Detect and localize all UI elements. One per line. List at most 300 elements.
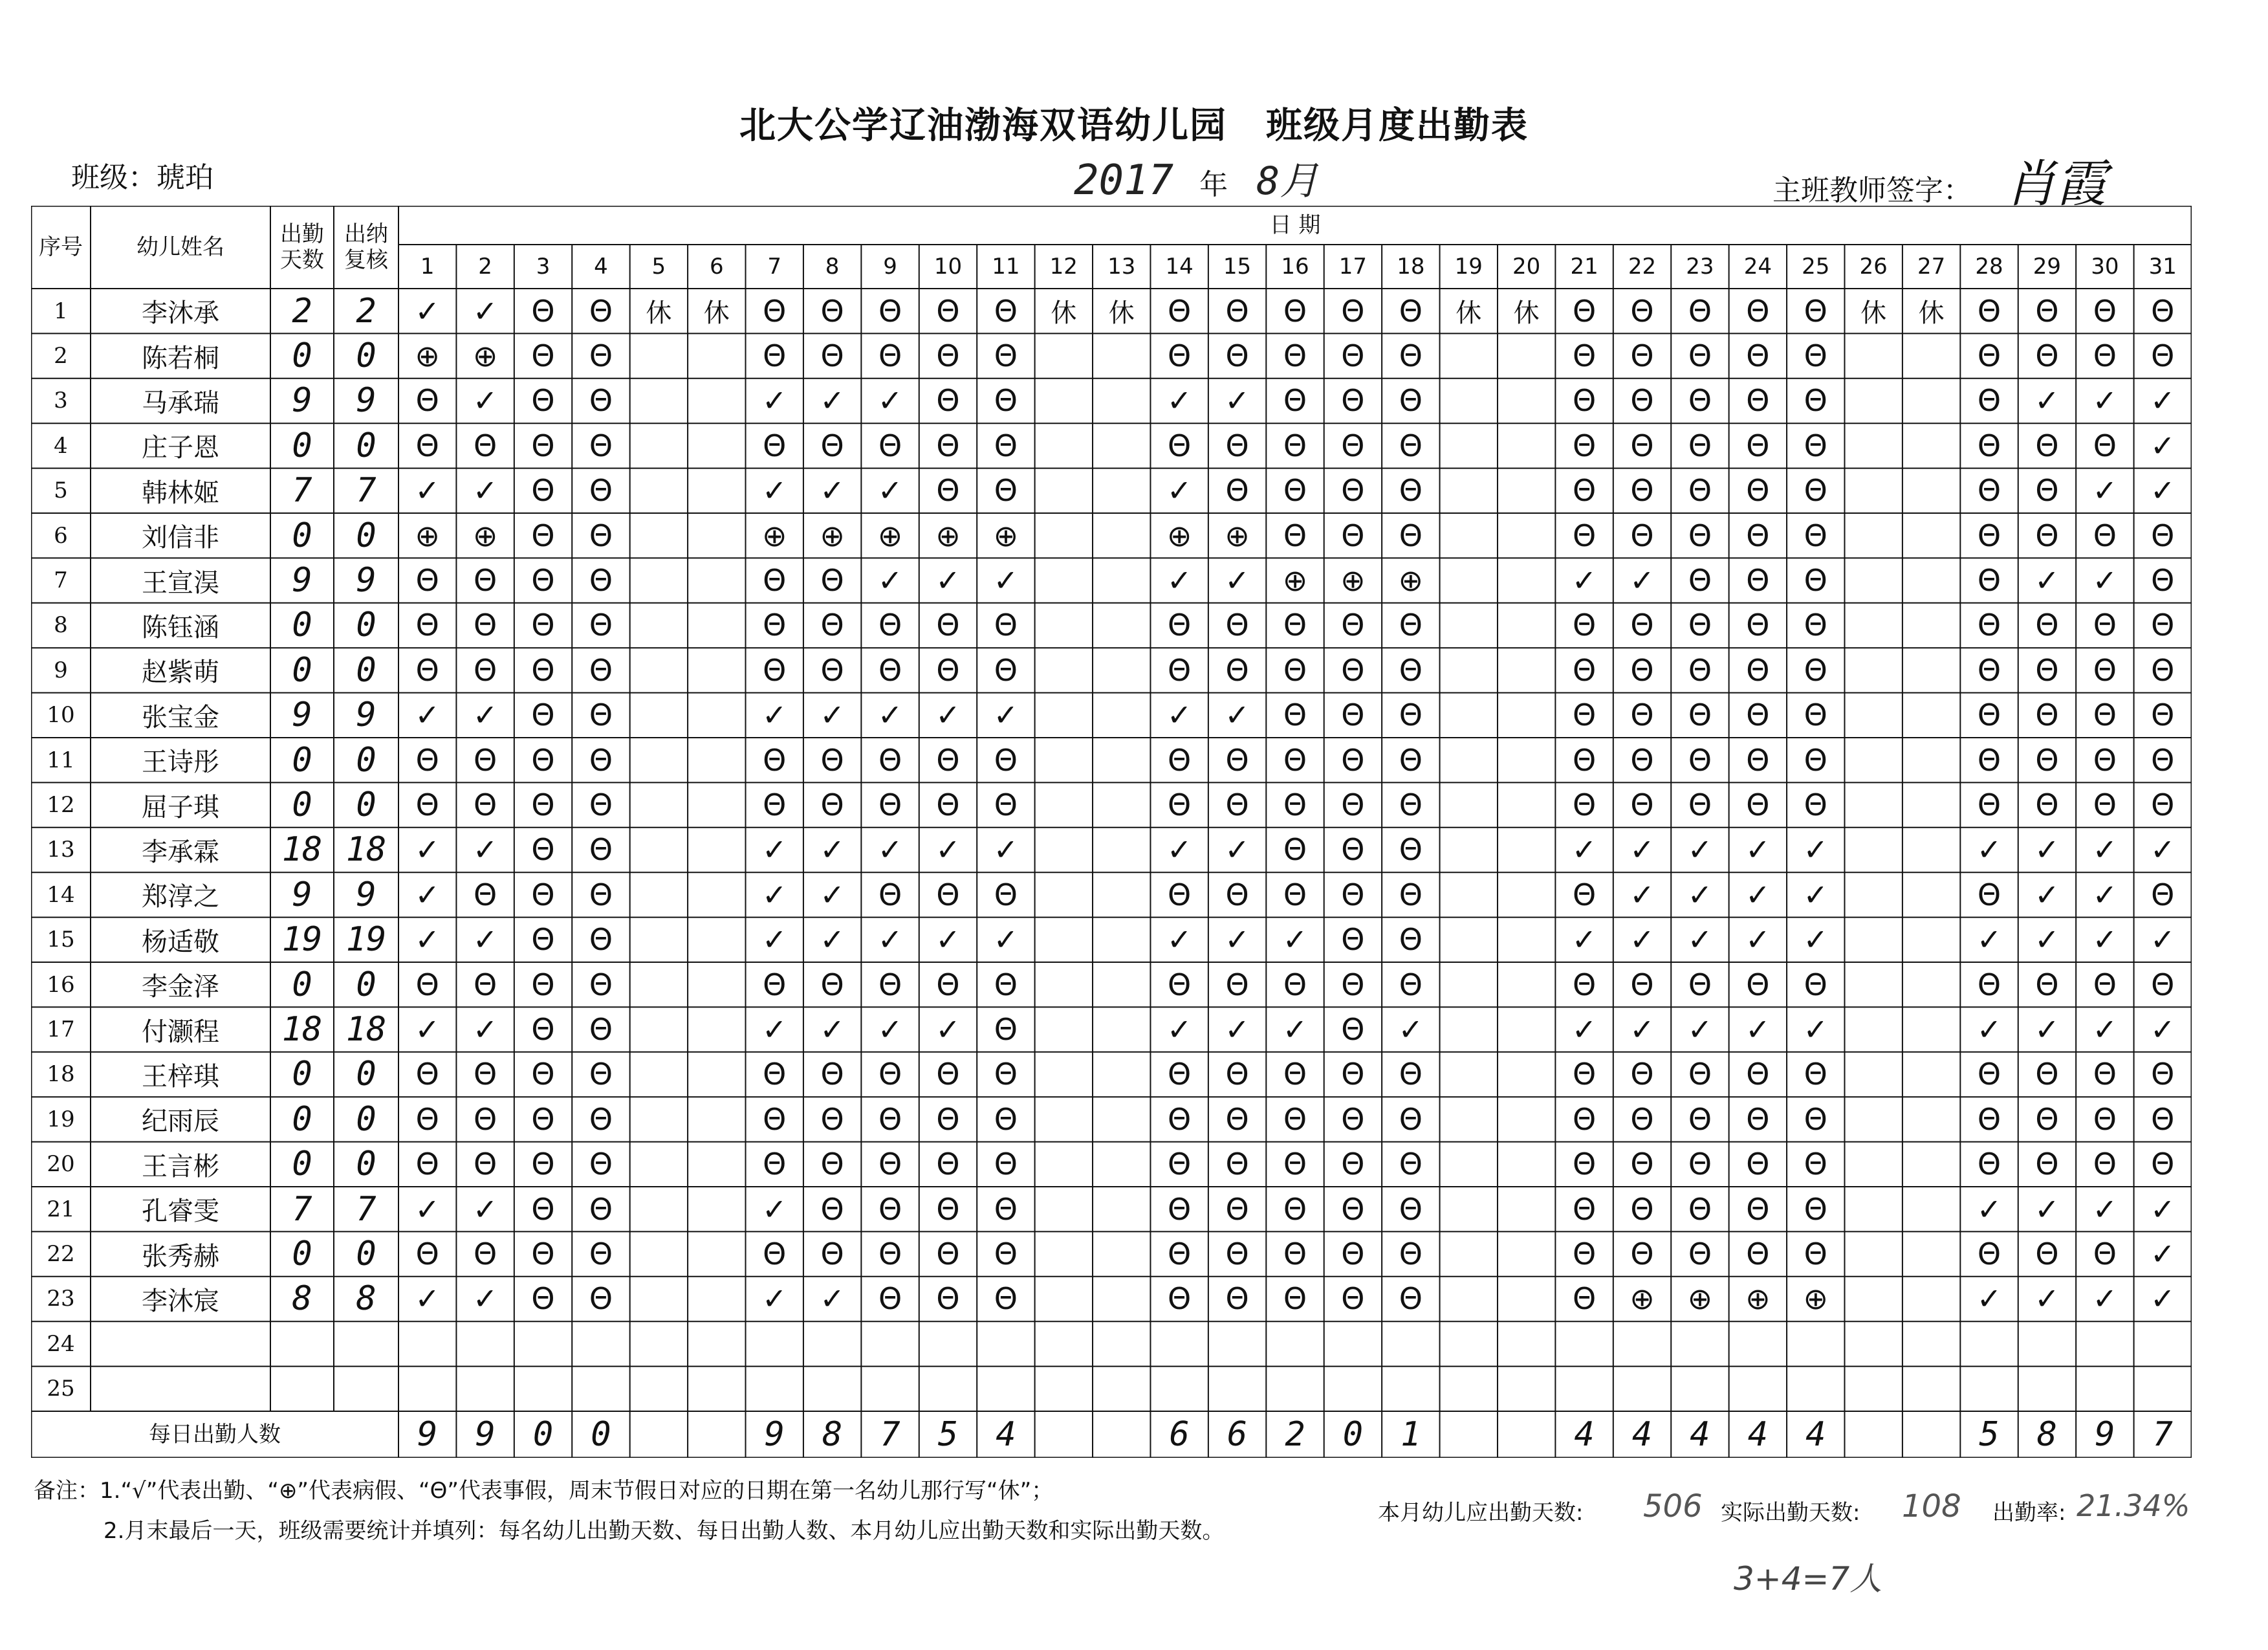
personal-leave-mark: Θ bbox=[1341, 293, 1365, 329]
present-mark: ✓ bbox=[2092, 1191, 2118, 1227]
row-seq: 23 bbox=[47, 1286, 75, 1312]
personal-leave-mark: Θ bbox=[531, 1012, 555, 1048]
present-mark: ✓ bbox=[935, 698, 961, 733]
personal-leave-mark: Θ bbox=[1688, 383, 1712, 419]
personal-leave-mark: Θ bbox=[936, 1147, 960, 1182]
child-name: 陈若桐 bbox=[142, 343, 219, 373]
present-mark: ✓ bbox=[472, 832, 498, 868]
personal-leave-mark: Θ bbox=[1341, 1237, 1365, 1272]
personal-leave-mark: Θ bbox=[1746, 1101, 1770, 1137]
personal-leave-mark: Θ bbox=[1572, 1281, 1597, 1317]
personal-leave-mark: Θ bbox=[589, 1057, 613, 1092]
personal-leave-mark: Θ bbox=[1572, 742, 1597, 778]
day-header: 22 bbox=[1628, 254, 1657, 280]
personal-leave-mark: Θ bbox=[589, 832, 613, 868]
personal-leave-mark: Θ bbox=[994, 293, 1018, 329]
personal-leave-mark: Θ bbox=[936, 1237, 960, 1272]
personal-leave-mark: Θ bbox=[820, 1191, 844, 1227]
child-name: 李金泽 bbox=[142, 972, 219, 1002]
personal-leave-mark: Θ bbox=[2035, 742, 2059, 778]
check-days: 18 bbox=[345, 830, 387, 870]
personal-leave-mark: Θ bbox=[1168, 652, 1192, 688]
personal-leave-mark: Θ bbox=[1572, 1057, 1597, 1092]
child-name: 马承瑞 bbox=[142, 388, 219, 418]
personal-leave-mark: Θ bbox=[1746, 473, 1770, 509]
personal-leave-mark: Θ bbox=[1341, 1101, 1365, 1137]
row-seq: 22 bbox=[47, 1241, 75, 1268]
check-days: 0 bbox=[356, 786, 376, 825]
personal-leave-mark: Θ bbox=[415, 787, 439, 823]
personal-leave-mark: Θ bbox=[878, 1101, 902, 1137]
summary-rate-value: 21.34% bbox=[2077, 1488, 2190, 1523]
personal-leave-mark: Θ bbox=[531, 608, 555, 643]
personal-leave-mark: Θ bbox=[820, 428, 844, 463]
personal-leave-mark: Θ bbox=[994, 608, 1018, 643]
present-mark: ✓ bbox=[2034, 832, 2060, 868]
personal-leave-mark: Θ bbox=[1341, 1012, 1365, 1048]
present-mark: ✓ bbox=[1166, 922, 1192, 958]
personal-leave-mark: Θ bbox=[878, 293, 902, 329]
summary-rate-label: 出勤率: bbox=[1992, 1500, 2066, 1526]
personal-leave-mark: Θ bbox=[589, 428, 613, 463]
personal-leave-mark: Θ bbox=[1341, 1147, 1365, 1182]
personal-leave-mark: Θ bbox=[415, 967, 439, 1002]
row-seq: 9 bbox=[54, 657, 68, 683]
row-seq: 3 bbox=[54, 388, 68, 414]
personal-leave-mark: Θ bbox=[1399, 1057, 1423, 1092]
attend-days: 7 bbox=[292, 471, 312, 511]
personal-leave-mark: Θ bbox=[820, 608, 844, 643]
day-header: 10 bbox=[933, 254, 963, 280]
check-days: 9 bbox=[356, 381, 376, 421]
check-days: 9 bbox=[356, 875, 376, 914]
personal-leave-mark: Θ bbox=[2093, 428, 2117, 463]
daily-count: 4 bbox=[1747, 1415, 1768, 1454]
personal-leave-mark: Θ bbox=[878, 1237, 902, 1272]
personal-leave-mark: Θ bbox=[936, 293, 960, 329]
present-mark: ✓ bbox=[1745, 922, 1771, 958]
personal-leave-mark: Θ bbox=[1341, 338, 1365, 374]
personal-leave-mark: Θ bbox=[1977, 293, 2001, 329]
sick-leave-mark: ⊕ bbox=[1745, 1281, 1771, 1317]
personal-leave-mark: Θ bbox=[763, 967, 787, 1002]
present-mark: ✓ bbox=[820, 832, 845, 868]
present-mark: ✓ bbox=[2150, 1012, 2175, 1048]
daily-count: 0 bbox=[591, 1415, 611, 1454]
personal-leave-mark: Θ bbox=[1746, 518, 1770, 553]
personal-leave-mark: Θ bbox=[2093, 338, 2117, 374]
personal-leave-mark: Θ bbox=[1804, 967, 1827, 1002]
personal-leave-mark: Θ bbox=[1688, 1101, 1712, 1137]
present-mark: ✓ bbox=[472, 383, 498, 419]
personal-leave-mark: Θ bbox=[415, 1101, 439, 1137]
personal-leave-mark: Θ bbox=[994, 787, 1018, 823]
personal-leave-mark: Θ bbox=[1225, 1281, 1249, 1317]
personal-leave-mark: Θ bbox=[531, 1057, 555, 1092]
sick-leave-mark: ⊕ bbox=[761, 518, 787, 553]
personal-leave-mark: Θ bbox=[1688, 338, 1712, 374]
personal-leave-mark: Θ bbox=[936, 742, 960, 778]
check-days: 0 bbox=[356, 516, 376, 555]
check-days: 0 bbox=[356, 650, 376, 690]
present-mark: ✓ bbox=[820, 877, 845, 912]
daily-count: 7 bbox=[880, 1415, 900, 1454]
personal-leave-mark: Θ bbox=[763, 608, 787, 643]
present-mark: ✓ bbox=[1166, 698, 1192, 733]
personal-leave-mark: Θ bbox=[1225, 293, 1249, 329]
personal-leave-mark: Θ bbox=[531, 832, 555, 868]
personal-leave-mark: Θ bbox=[1168, 1191, 1192, 1227]
present-mark: ✓ bbox=[2150, 1191, 2175, 1227]
present-mark: ✓ bbox=[1630, 832, 1655, 868]
personal-leave-mark: Θ bbox=[1572, 1147, 1597, 1182]
personal-leave-mark: Θ bbox=[936, 652, 960, 688]
personal-leave-mark: Θ bbox=[1804, 473, 1827, 509]
attend-days: 0 bbox=[292, 516, 312, 555]
check-days: 19 bbox=[345, 920, 387, 960]
child-name: 郑淳之 bbox=[142, 882, 219, 912]
personal-leave-mark: Θ bbox=[1399, 967, 1423, 1002]
personal-leave-mark: Θ bbox=[589, 652, 613, 688]
personal-leave-mark: Θ bbox=[1630, 1057, 1654, 1092]
personal-leave-mark: Θ bbox=[763, 1057, 787, 1092]
personal-leave-mark: Θ bbox=[1630, 293, 1654, 329]
personal-leave-mark: Θ bbox=[994, 428, 1018, 463]
check-days: 18 bbox=[345, 1010, 387, 1050]
personal-leave-mark: Θ bbox=[415, 608, 439, 643]
day-header: 20 bbox=[1512, 254, 1541, 280]
personal-leave-mark: Θ bbox=[415, 1237, 439, 1272]
personal-leave-mark: Θ bbox=[531, 1147, 555, 1182]
personal-leave-mark: Θ bbox=[2035, 1101, 2059, 1137]
personal-leave-mark: Θ bbox=[1977, 1057, 2001, 1092]
present-mark: ✓ bbox=[472, 293, 498, 329]
attendance-table bbox=[31, 206, 2192, 1458]
personal-leave-mark: Θ bbox=[1283, 967, 1307, 1002]
personal-leave-mark: Θ bbox=[763, 1237, 787, 1272]
sick-leave-mark: ⊕ bbox=[820, 518, 845, 553]
row-seq: 10 bbox=[47, 702, 75, 729]
personal-leave-mark: Θ bbox=[1746, 698, 1770, 733]
personal-leave-mark: Θ bbox=[1977, 698, 2001, 733]
personal-leave-mark: Θ bbox=[1977, 877, 2001, 912]
personal-leave-mark: Θ bbox=[1630, 1237, 1654, 1272]
daily-count-label: 每日出勤人数 bbox=[149, 1422, 281, 1447]
personal-leave-mark: Θ bbox=[1572, 338, 1597, 374]
personal-leave-mark: Θ bbox=[1341, 518, 1365, 553]
personal-leave-mark: Θ bbox=[2151, 518, 2175, 553]
personal-leave-mark: Θ bbox=[1630, 1147, 1654, 1182]
personal-leave-mark: Θ bbox=[589, 787, 613, 823]
day-header: 23 bbox=[1686, 254, 1714, 280]
present-mark: ✓ bbox=[472, 922, 498, 958]
present-mark: ✓ bbox=[761, 922, 787, 958]
day-header: 1 bbox=[420, 254, 435, 280]
attend-days: 0 bbox=[292, 650, 312, 690]
child-name: 李沐宸 bbox=[142, 1286, 219, 1316]
personal-leave-mark: Θ bbox=[1746, 383, 1770, 419]
personal-leave-mark: Θ bbox=[531, 742, 555, 778]
personal-leave-mark: Θ bbox=[531, 787, 555, 823]
personal-leave-mark: Θ bbox=[589, 922, 613, 958]
personal-leave-mark: Θ bbox=[936, 787, 960, 823]
personal-leave-mark: Θ bbox=[820, 1237, 844, 1272]
personal-leave-mark: Θ bbox=[1283, 877, 1307, 912]
personal-leave-mark: Θ bbox=[820, 1101, 844, 1137]
attend-days: 0 bbox=[292, 336, 312, 376]
personal-leave-mark: Θ bbox=[531, 518, 555, 553]
personal-leave-mark: Θ bbox=[820, 293, 844, 329]
check-days: 0 bbox=[356, 606, 376, 645]
attend-days: 0 bbox=[292, 426, 312, 465]
daily-count: 8 bbox=[2036, 1415, 2058, 1454]
personal-leave-mark: Θ bbox=[994, 1012, 1018, 1048]
present-mark: ✓ bbox=[415, 293, 440, 329]
personal-leave-mark: Θ bbox=[2151, 1057, 2175, 1092]
attend-days: 18 bbox=[281, 830, 323, 870]
personal-leave-mark: Θ bbox=[531, 1191, 555, 1227]
personal-leave-mark: Θ bbox=[531, 1237, 555, 1272]
year-month bbox=[1074, 150, 1318, 206]
personal-leave-mark: Θ bbox=[1977, 967, 2001, 1002]
attend-days bbox=[270, 1367, 334, 1411]
row-seq: 4 bbox=[54, 432, 68, 459]
personal-leave-mark: Θ bbox=[1283, 698, 1307, 733]
note-line-1: 备注：1.“√”代表出勤、“⊕”代表病假、“Θ”代表事假，周末节假日对应的日期在第一名幼儿那行写“休”； bbox=[34, 1478, 1054, 1504]
personal-leave-mark: Θ bbox=[1630, 652, 1654, 688]
present-mark: ✓ bbox=[1976, 832, 2002, 868]
personal-leave-mark: Θ bbox=[994, 383, 1018, 419]
day-header: 16 bbox=[1281, 254, 1309, 280]
personal-leave-mark: Θ bbox=[1572, 518, 1597, 553]
personal-leave-mark: Θ bbox=[1688, 428, 1712, 463]
personal-leave-mark: Θ bbox=[1399, 428, 1423, 463]
personal-leave-mark: Θ bbox=[1168, 967, 1192, 1002]
present-mark: ✓ bbox=[1166, 1012, 1192, 1048]
personal-leave-mark: Θ bbox=[2151, 698, 2175, 733]
personal-leave-mark: Θ bbox=[2035, 338, 2059, 374]
personal-leave-mark: Θ bbox=[1630, 428, 1654, 463]
personal-leave-mark: Θ bbox=[2151, 967, 2175, 1002]
personal-leave-mark: Θ bbox=[1283, 518, 1307, 553]
personal-leave-mark: Θ bbox=[1399, 832, 1423, 868]
personal-leave-mark: Θ bbox=[763, 338, 787, 374]
personal-leave-mark: Θ bbox=[820, 652, 844, 688]
check-days: 0 bbox=[356, 1145, 376, 1184]
personal-leave-mark: Θ bbox=[589, 742, 613, 778]
sick-leave-mark: ⊕ bbox=[1803, 1281, 1829, 1317]
personal-leave-mark: Θ bbox=[1283, 652, 1307, 688]
personal-leave-mark: Θ bbox=[1283, 1281, 1307, 1317]
present-mark: ✓ bbox=[2092, 473, 2118, 509]
holiday-mark: 休 bbox=[1108, 298, 1135, 329]
present-mark: ✓ bbox=[761, 1012, 787, 1048]
present-mark: ✓ bbox=[2034, 1012, 2060, 1048]
row-seq: 24 bbox=[47, 1330, 75, 1357]
daily-count: 7 bbox=[2152, 1415, 2173, 1454]
daily-count: 0 bbox=[532, 1415, 554, 1454]
personal-leave-mark: Θ bbox=[531, 1281, 555, 1317]
personal-leave-mark: Θ bbox=[1746, 563, 1770, 599]
personal-leave-mark: Θ bbox=[1399, 742, 1423, 778]
day-header: 29 bbox=[2033, 254, 2062, 280]
sick-leave-mark: ⊕ bbox=[1225, 518, 1250, 553]
child-name: 陈钰涵 bbox=[142, 612, 219, 643]
personal-leave-mark: Θ bbox=[936, 967, 960, 1002]
personal-leave-mark: Θ bbox=[1225, 428, 1249, 463]
personal-leave-mark: Θ bbox=[1804, 518, 1827, 553]
col-header-date: 日 期 bbox=[1269, 212, 1321, 238]
personal-leave-mark: Θ bbox=[1168, 1281, 1192, 1317]
attend-days bbox=[270, 1321, 334, 1366]
sick-leave-mark: ⊕ bbox=[1282, 563, 1308, 599]
personal-leave-mark: Θ bbox=[1804, 608, 1827, 643]
personal-leave-mark: Θ bbox=[936, 1057, 960, 1092]
personal-leave-mark: Θ bbox=[1630, 1191, 1654, 1227]
personal-leave-mark: Θ bbox=[1977, 742, 2001, 778]
personal-leave-mark: Θ bbox=[1225, 1057, 1249, 1092]
personal-leave-mark: Θ bbox=[1746, 293, 1770, 329]
personal-leave-mark: Θ bbox=[994, 1101, 1018, 1137]
personal-leave-mark: Θ bbox=[589, 563, 613, 599]
present-mark: ✓ bbox=[1745, 1012, 1771, 1048]
personal-leave-mark: Θ bbox=[1572, 787, 1597, 823]
personal-leave-mark: Θ bbox=[2035, 698, 2059, 733]
personal-leave-mark: Θ bbox=[2093, 1057, 2117, 1092]
present-mark: ✓ bbox=[2092, 922, 2118, 958]
personal-leave-mark: Θ bbox=[1804, 698, 1827, 733]
personal-leave-mark: Θ bbox=[2093, 608, 2117, 643]
personal-leave-mark: Θ bbox=[2093, 652, 2117, 688]
personal-leave-mark: Θ bbox=[1977, 1147, 2001, 1182]
attend-days: 2 bbox=[292, 291, 312, 331]
day-header: 14 bbox=[1165, 254, 1194, 280]
personal-leave-mark: Θ bbox=[820, 787, 844, 823]
personal-leave-mark: Θ bbox=[1225, 652, 1249, 688]
personal-leave-mark: Θ bbox=[1168, 428, 1192, 463]
page-title bbox=[0, 97, 2268, 149]
daily-count: 4 bbox=[1631, 1415, 1653, 1454]
present-mark: ✓ bbox=[1166, 832, 1192, 868]
daily-count: 4 bbox=[1574, 1415, 1595, 1454]
personal-leave-mark: Θ bbox=[936, 428, 960, 463]
present-mark: ✓ bbox=[935, 563, 961, 599]
personal-leave-mark: Θ bbox=[1630, 518, 1654, 553]
personal-leave-mark: Θ bbox=[1399, 383, 1423, 419]
personal-leave-mark: Θ bbox=[531, 473, 555, 509]
personal-leave-mark: Θ bbox=[2035, 1237, 2059, 1272]
attend-days: 0 bbox=[292, 606, 312, 645]
personal-leave-mark: Θ bbox=[878, 742, 902, 778]
day-header: 7 bbox=[767, 254, 782, 280]
present-mark: ✓ bbox=[415, 832, 440, 868]
personal-leave-mark: Θ bbox=[1804, 338, 1827, 374]
present-mark: ✓ bbox=[2092, 832, 2118, 868]
personal-leave-mark: Θ bbox=[589, 608, 613, 643]
personal-leave-mark: Θ bbox=[415, 742, 439, 778]
row-seq: 16 bbox=[47, 971, 75, 998]
present-mark: ✓ bbox=[472, 698, 498, 733]
present-mark: ✓ bbox=[1803, 832, 1829, 868]
personal-leave-mark: Θ bbox=[1572, 473, 1597, 509]
child-name bbox=[91, 1321, 270, 1366]
personal-leave-mark: Θ bbox=[820, 967, 844, 1002]
present-mark: ✓ bbox=[2150, 1237, 2175, 1272]
summary-actual-label: 实际出勤天数: bbox=[1721, 1500, 1860, 1526]
personal-leave-mark: Θ bbox=[1572, 877, 1597, 912]
present-mark: ✓ bbox=[877, 698, 903, 733]
personal-leave-mark: Θ bbox=[589, 518, 613, 553]
check-days bbox=[334, 1367, 398, 1411]
personal-leave-mark: Θ bbox=[1572, 428, 1597, 463]
present-mark: ✓ bbox=[2150, 832, 2175, 868]
present-mark: ✓ bbox=[1745, 877, 1771, 912]
check-days: 7 bbox=[356, 471, 376, 511]
personal-leave-mark: Θ bbox=[1225, 742, 1249, 778]
present-mark: ✓ bbox=[993, 563, 1019, 599]
personal-leave-mark: Θ bbox=[994, 1237, 1018, 1272]
present-mark: ✓ bbox=[2150, 428, 2175, 463]
personal-leave-mark: Θ bbox=[2035, 787, 2059, 823]
attend-days: 0 bbox=[292, 1055, 312, 1094]
personal-leave-mark: Θ bbox=[820, 563, 844, 599]
personal-leave-mark: Θ bbox=[1804, 428, 1827, 463]
child-name: 庄子恩 bbox=[142, 433, 219, 463]
day-header: 3 bbox=[536, 254, 551, 280]
present-mark: ✓ bbox=[761, 698, 787, 733]
day-header: 13 bbox=[1107, 254, 1136, 280]
personal-leave-mark: Θ bbox=[1225, 787, 1249, 823]
present-mark: ✓ bbox=[415, 1191, 440, 1227]
year-unit: 年 bbox=[1199, 168, 1228, 201]
personal-leave-mark: Θ bbox=[1804, 563, 1827, 599]
personal-leave-mark: Θ bbox=[763, 787, 787, 823]
day-header: 26 bbox=[1859, 254, 1888, 280]
personal-leave-mark: Θ bbox=[1399, 338, 1423, 374]
personal-leave-mark: Θ bbox=[994, 742, 1018, 778]
child-name: 杨适敬 bbox=[142, 927, 219, 957]
personal-leave-mark: Θ bbox=[474, 1057, 497, 1092]
present-mark: ✓ bbox=[1803, 922, 1829, 958]
personal-leave-mark: Θ bbox=[1341, 428, 1365, 463]
personal-leave-mark: Θ bbox=[531, 293, 555, 329]
personal-leave-mark: Θ bbox=[1283, 787, 1307, 823]
personal-leave-mark: Θ bbox=[2093, 967, 2117, 1002]
day-header: 17 bbox=[1338, 254, 1368, 280]
check-days: 9 bbox=[356, 696, 376, 735]
present-mark: ✓ bbox=[877, 922, 903, 958]
personal-leave-mark: Θ bbox=[1283, 608, 1307, 643]
personal-leave-mark: Θ bbox=[1746, 1237, 1770, 1272]
personal-leave-mark: Θ bbox=[1399, 608, 1423, 643]
present-mark: ✓ bbox=[820, 473, 845, 509]
personal-leave-mark: Θ bbox=[2151, 563, 2175, 599]
personal-leave-mark: Θ bbox=[763, 428, 787, 463]
personal-leave-mark: Θ bbox=[1341, 698, 1365, 733]
personal-leave-mark: Θ bbox=[2035, 518, 2059, 553]
personal-leave-mark: Θ bbox=[1283, 832, 1307, 868]
summary-actual-value: 108 bbox=[1902, 1488, 1961, 1524]
present-mark: ✓ bbox=[877, 383, 903, 419]
day-header: 30 bbox=[2091, 254, 2119, 280]
personal-leave-mark: Θ bbox=[2151, 787, 2175, 823]
personal-leave-mark: Θ bbox=[1804, 383, 1827, 419]
personal-leave-mark: Θ bbox=[589, 967, 613, 1002]
child-name: 李沐承 bbox=[142, 298, 219, 329]
personal-leave-mark: Θ bbox=[1977, 1237, 2001, 1272]
sick-leave-mark: ⊕ bbox=[1630, 1281, 1655, 1317]
personal-leave-mark: Θ bbox=[1572, 1101, 1597, 1137]
